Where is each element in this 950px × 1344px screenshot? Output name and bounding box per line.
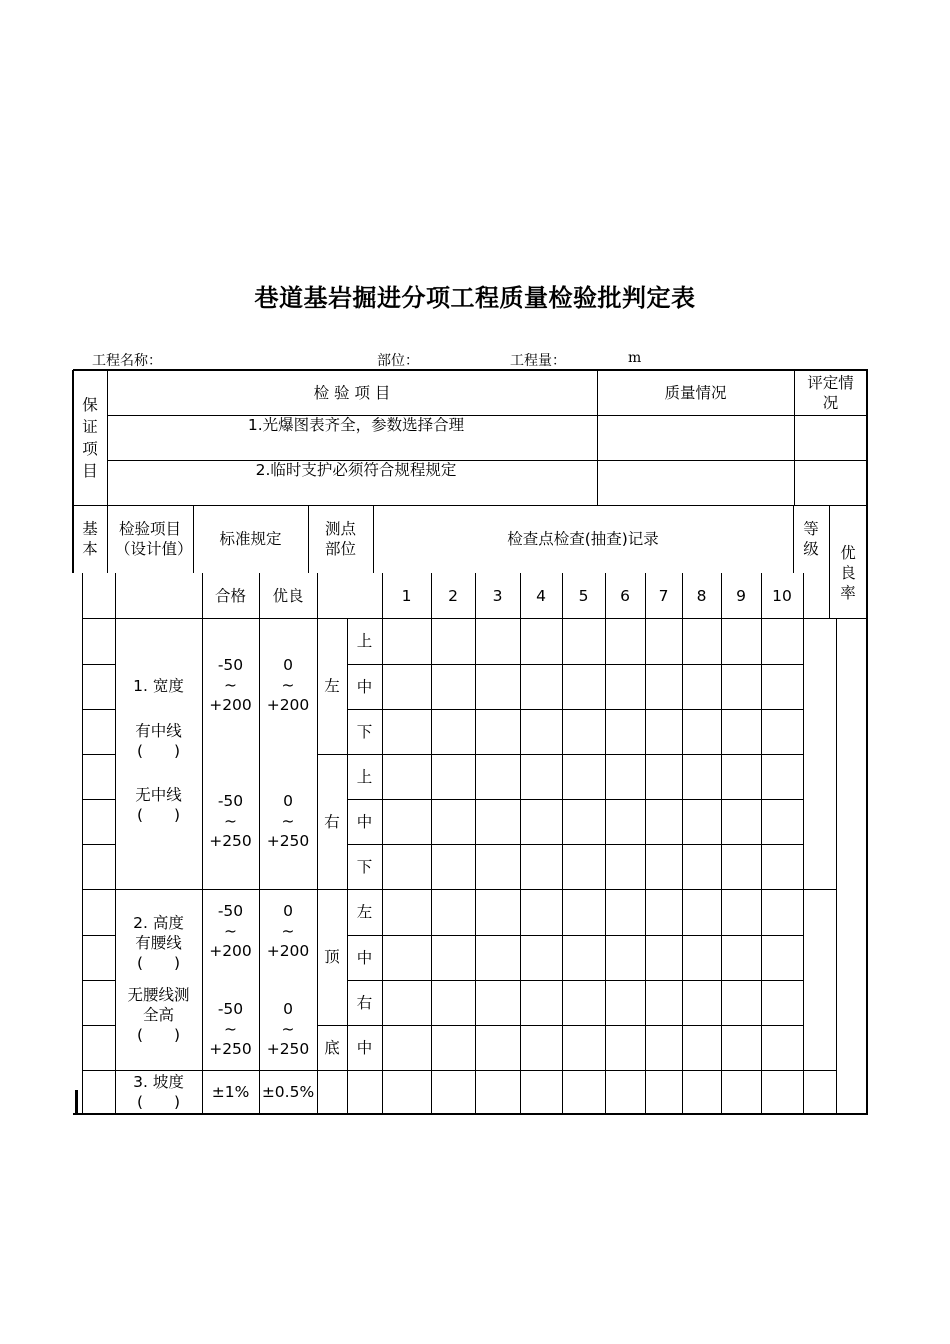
guarantee-section-label — [73, 370, 107, 505]
width-excellent-2 — [259, 776, 317, 866]
guarantee-quality-header-text: 质量情况 — [664, 383, 727, 402]
slope-item-name-line: ( ) — [136, 1093, 181, 1111]
width-side-left-text: 左 — [324, 677, 340, 695]
basic-point-header — [308, 505, 373, 573]
grid-line — [347, 980, 803, 981]
quantity-unit: m — [628, 350, 642, 366]
grid-line — [82, 844, 115, 845]
width-excellent-1-line: +200 — [266, 696, 310, 714]
width-pass-2-line: +250 — [209, 832, 252, 850]
width-point-right-3-text: 下 — [356, 857, 373, 876]
width-point-left-3 — [347, 709, 382, 754]
record-column-2 — [431, 573, 475, 618]
grid-line — [347, 1025, 803, 1026]
record-column-7-text: 7 — [658, 586, 669, 605]
height-pass-1 — [202, 890, 259, 972]
basic-item-header-text: 检验项目（设计值） — [115, 520, 193, 558]
record-column-4-text: 4 — [536, 586, 546, 605]
width-pass-1 — [202, 640, 259, 730]
height-pass-2 — [202, 988, 259, 1070]
grid-line — [75, 1090, 78, 1114]
grid-line — [347, 799, 803, 800]
slope-pass — [202, 1070, 259, 1114]
height-without-waist-line: 无腰线测全高 — [127, 986, 190, 1024]
width-item-name-line: 1. 宽度 — [133, 677, 184, 695]
width-without-center-line: 无中线 — [135, 786, 182, 804]
guarantee-section-char: 目 — [82, 461, 98, 480]
basic-item-header — [107, 505, 193, 573]
height-item-name-line: 2. 高度 — [133, 913, 184, 932]
height-pass-2-line: +250 — [209, 1040, 252, 1058]
grid-line — [475, 573, 476, 1114]
grid-line — [803, 573, 804, 1114]
width-without-center — [115, 780, 202, 830]
grid-line — [721, 573, 722, 1114]
basic-record-header — [373, 505, 793, 573]
record-column-3 — [475, 573, 520, 618]
record-column-7 — [645, 573, 682, 618]
record-column-10-text: 10 — [772, 586, 792, 605]
width-without-center-line: ( ) — [136, 806, 181, 824]
height-excellent-2 — [259, 988, 317, 1070]
width-point-right-2 — [347, 799, 382, 844]
height-bottom-point — [347, 1025, 382, 1070]
guarantee-section-char: 项 — [82, 439, 98, 458]
height-excellent-1 — [259, 890, 317, 972]
height-top — [317, 889, 347, 1025]
record-column-5 — [562, 573, 605, 618]
grid-line — [82, 1025, 115, 1026]
record-column-8-text: 8 — [696, 586, 707, 605]
guarantee-section-char: 保 — [82, 395, 98, 414]
record-column-9 — [721, 573, 761, 618]
width-excellent-1-line: ~ — [281, 676, 295, 694]
record-column-9-text: 9 — [736, 586, 746, 605]
width-with-center-line: ( ) — [136, 741, 181, 760]
height-top-point-3 — [347, 980, 382, 1025]
record-column-6-text: 6 — [620, 586, 630, 605]
width-pass-2-line: -50 — [217, 792, 244, 810]
height-top-point-2 — [347, 935, 382, 980]
width-pass-2-line: ~ — [224, 812, 237, 830]
width-point-right-1 — [347, 754, 382, 799]
slope-excellent — [259, 1070, 317, 1114]
width-item-name — [115, 664, 202, 708]
grid-line — [82, 573, 83, 1114]
grid-line — [82, 889, 836, 890]
guarantee-item-2 — [115, 460, 597, 505]
height-item-name-line: 有腰线 — [135, 933, 182, 952]
height-pass-2-line: ~ — [224, 1020, 237, 1038]
height-bottom-point-text: 中 — [356, 1038, 373, 1057]
height-pass-2-line: -50 — [217, 1000, 244, 1018]
height-top-point-2-text: 中 — [356, 948, 373, 967]
height-bottom — [317, 1025, 347, 1070]
grid-line — [520, 573, 521, 1114]
grid-line — [645, 573, 646, 1114]
height-excellent-2-line: 0 — [283, 1000, 293, 1018]
record-column-5-text: 5 — [578, 586, 589, 605]
basic-section-char: 基 — [82, 520, 98, 538]
height-bottom-text: 底 — [324, 1038, 340, 1057]
grid-line — [682, 573, 683, 1114]
record-column-3-text: 3 — [492, 586, 503, 605]
height-pass-1-line: -50 — [217, 902, 244, 920]
width-with-center-line: 有中线 — [135, 721, 182, 740]
record-column-10 — [761, 573, 803, 618]
grid-line — [82, 709, 115, 710]
position-label: 部位： — [377, 353, 419, 369]
width-side-left — [317, 618, 347, 754]
grid-line — [562, 573, 563, 1114]
grid-line — [605, 573, 606, 1114]
grid-line — [347, 664, 803, 665]
width-excellent-2-line: 0 — [283, 792, 293, 810]
record-column-1 — [382, 573, 431, 618]
height-without-waist — [115, 980, 202, 1050]
grid-line — [761, 573, 762, 1114]
basic-section-char: 本 — [82, 540, 98, 558]
grid-line — [347, 935, 803, 936]
basic-grade-header — [793, 505, 829, 573]
height-excellent-1-line: ~ — [281, 922, 295, 940]
quantity-label: 工程量： — [510, 353, 566, 369]
height-top-point-1 — [347, 889, 382, 935]
page-title: 巷道基岩掘进分项工程质量检验批判定表 — [254, 284, 696, 312]
excellent-header-text: 优良 — [272, 586, 304, 605]
height-excellent-2-line: +250 — [266, 1040, 310, 1058]
basic-rate-header-text: 优良率 — [840, 543, 856, 602]
slope-pass-text: ±1% — [211, 1083, 250, 1101]
grid-line — [347, 709, 803, 710]
record-column-6 — [605, 573, 645, 618]
height-pass-1-line: ~ — [224, 922, 237, 940]
guarantee-item-header-text: 检 验 项 目 — [313, 383, 391, 402]
width-pass-1-line: +200 — [209, 696, 252, 714]
width-excellent-1 — [259, 640, 317, 730]
basic-standard-header — [193, 505, 308, 573]
guarantee-section-char: 证 — [82, 417, 98, 436]
record-column-2-text: 2 — [448, 586, 458, 605]
record-column-8 — [682, 573, 721, 618]
width-excellent-1-line: 0 — [283, 656, 293, 674]
slope-item-name — [115, 1070, 202, 1114]
grid-line — [836, 618, 837, 1114]
grid-line — [431, 573, 432, 1114]
basic-record-header-text: 检查点检查(抽查)记录 — [507, 530, 659, 548]
width-pass-1-line: -50 — [217, 656, 244, 674]
height-top-text: 顶 — [324, 948, 340, 966]
width-point-left-1 — [347, 618, 382, 664]
height-pass-1-line: +200 — [209, 942, 252, 960]
guarantee-item-2-text: 2.临时支护必须符合规程规定 — [255, 461, 457, 479]
width-point-left-2-text: 中 — [356, 677, 373, 696]
basic-point-header-text: 测点部位 — [324, 520, 356, 558]
height-excellent-1-line: +200 — [266, 942, 310, 960]
width-excellent-2-line: ~ — [281, 812, 295, 830]
height-excellent-2-line: ~ — [281, 1020, 295, 1038]
slope-item-name-line: 3. 坡度 — [133, 1073, 184, 1091]
height-item-name-line: ( ) — [136, 953, 181, 972]
width-point-right-1-text: 上 — [356, 767, 373, 786]
width-pass-2 — [202, 776, 259, 866]
grid-line — [82, 664, 115, 665]
basic-section-label — [73, 505, 107, 573]
guarantee-rating-header-text: 评定情况 — [807, 373, 854, 412]
record-column-4 — [520, 573, 562, 618]
grid-line — [82, 935, 115, 936]
slope-excellent-text: ±0.5% — [261, 1083, 315, 1101]
grid-line — [82, 980, 115, 981]
width-point-right-2-text: 中 — [356, 812, 373, 831]
pass-header-text: 合格 — [214, 586, 246, 605]
guarantee-quality-header — [597, 370, 794, 415]
basic-rate-header — [829, 505, 867, 640]
guarantee-item-header — [107, 370, 597, 415]
width-excellent-2-line: +250 — [266, 832, 310, 850]
width-point-left-2 — [347, 664, 382, 709]
width-point-left-3-text: 下 — [356, 722, 373, 741]
width-with-center — [115, 715, 202, 766]
grid-line — [82, 799, 115, 800]
height-item-name — [115, 905, 202, 980]
grid-line — [82, 754, 115, 755]
width-side-right — [317, 754, 347, 889]
pass-header — [202, 573, 259, 618]
grid-line — [347, 754, 803, 755]
project-name-label: 工程名称： — [92, 353, 162, 369]
width-point-left-1-text: 上 — [356, 632, 373, 650]
height-without-waist-line: ( ) — [136, 1026, 181, 1044]
width-side-right-text: 右 — [324, 812, 340, 831]
width-pass-1-line: ~ — [224, 676, 237, 694]
width-point-right-3 — [347, 844, 382, 889]
record-column-1-text: 1 — [401, 586, 412, 605]
height-top-point-3-text: 右 — [356, 993, 373, 1012]
height-excellent-1-line: 0 — [283, 902, 293, 920]
excellent-header — [259, 573, 317, 618]
height-top-point-1-text: 左 — [356, 903, 373, 921]
guarantee-rating-header — [794, 370, 867, 415]
grid-line — [347, 844, 803, 845]
basic-grade-header-text: 等级 — [803, 520, 819, 558]
guarantee-item-1-text: 1.光爆图表齐全，参数选择合理 — [247, 416, 465, 434]
guarantee-item-1 — [115, 415, 597, 460]
basic-standard-header-text: 标准规定 — [219, 530, 282, 548]
